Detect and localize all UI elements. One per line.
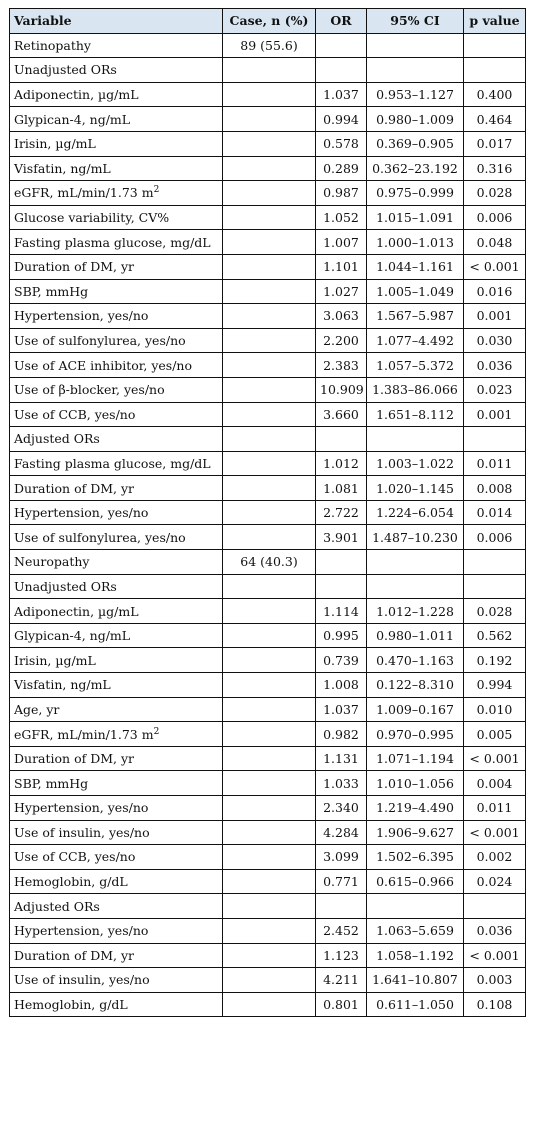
- cell-variable: Hypertension, yes/no: [10, 918, 223, 943]
- cell-ci: 0.975–0.999: [367, 181, 464, 206]
- cell-case: 64 (40.3): [223, 550, 316, 575]
- header-ci: 95% CI: [367, 9, 464, 34]
- cell-or: 1.037: [316, 697, 367, 722]
- cell-or: 1.114: [316, 599, 367, 624]
- cell-case: [223, 402, 316, 427]
- table-row: [10, 82, 526, 107]
- cell-ci: 1.502–6.395: [367, 845, 464, 870]
- table-row: [10, 697, 526, 722]
- table-row: [10, 304, 526, 329]
- table-row: [10, 328, 526, 353]
- table-row: [10, 205, 526, 230]
- cell-or: [316, 58, 367, 83]
- cell-ci: 1.077–4.492: [367, 328, 464, 353]
- cell-or: 0.578: [316, 131, 367, 156]
- cell-p-value: [464, 427, 526, 452]
- cell-variable: Age, yr: [10, 697, 223, 722]
- table-row: [10, 943, 526, 968]
- cell-variable: eGFR, mL/min/1.73 $m^2$: [10, 722, 223, 747]
- cell-case: [223, 943, 316, 968]
- cell-ci: 1.020–1.145: [367, 476, 464, 501]
- cell-or: 1.123: [316, 943, 367, 968]
- cell-case: [223, 992, 316, 1017]
- table-row: [10, 254, 526, 279]
- cell-or: 3.660: [316, 402, 367, 427]
- cell-case: [223, 918, 316, 943]
- cell-p-value: 0.003: [464, 968, 526, 993]
- cell-or: 0.987: [316, 181, 367, 206]
- cell-ci: 1.010–1.056: [367, 771, 464, 796]
- cell-p-value: 0.001: [464, 402, 526, 427]
- cell-p-value: 0.036: [464, 918, 526, 943]
- cell-p-value: < 0.001: [464, 746, 526, 771]
- cell-ci: 1.057–5.372: [367, 353, 464, 378]
- cell-variable: eGFR, mL/min/1.73 $m^2$: [10, 181, 223, 206]
- cell-variable: Duration of DM, yr: [10, 943, 223, 968]
- cell-case: [223, 722, 316, 747]
- cell-case: [223, 525, 316, 550]
- cell-ci: 1.219–4.490: [367, 796, 464, 821]
- cell-or: 1.052: [316, 205, 367, 230]
- cell-case: [223, 894, 316, 919]
- cell-ci: 1.567–5.987: [367, 304, 464, 329]
- cell-variable: Irisin, µg/mL: [10, 131, 223, 156]
- cell-or: 1.101: [316, 254, 367, 279]
- cell-case: [223, 328, 316, 353]
- table-row: [10, 402, 526, 427]
- table-row: [10, 58, 526, 83]
- cell-variable: Adiponectin, µg/mL: [10, 82, 223, 107]
- cell-p-value: 0.994: [464, 673, 526, 698]
- cell-variable: Hypertension, yes/no: [10, 796, 223, 821]
- cell-ci: 1.063–5.659: [367, 918, 464, 943]
- cell-or: 1.007: [316, 230, 367, 255]
- cell-p-value: 0.464: [464, 107, 526, 132]
- cell-ci: 1.071–1.194: [367, 746, 464, 771]
- table-row: [10, 599, 526, 624]
- table-row: [10, 131, 526, 156]
- cell-case: [223, 746, 316, 771]
- cell-case: [223, 500, 316, 525]
- table-row: [10, 845, 526, 870]
- cell-or: 0.289: [316, 156, 367, 181]
- cell-p-value: 0.028: [464, 181, 526, 206]
- cell-variable: Neuropathy: [10, 550, 223, 575]
- superscript-2: 2: [153, 726, 160, 737]
- table-row: [10, 746, 526, 771]
- cell-p-value: 0.014: [464, 500, 526, 525]
- cell-variable: Visfatin, ng/mL: [10, 673, 223, 698]
- table-row: [10, 353, 526, 378]
- cell-variable: SBP, mmHg: [10, 279, 223, 304]
- cell-variable: Duration of DM, yr: [10, 746, 223, 771]
- cell-or: 2.340: [316, 796, 367, 821]
- cell-case: [223, 107, 316, 132]
- cell-or: 1.081: [316, 476, 367, 501]
- cell-or: 0.739: [316, 648, 367, 673]
- cell-ci: 0.611–1.050: [367, 992, 464, 1017]
- cell-case: [223, 156, 316, 181]
- cell-or: [316, 550, 367, 575]
- cell-ci: 1.058–1.192: [367, 943, 464, 968]
- cell-p-value: 0.016: [464, 279, 526, 304]
- table-row: [10, 992, 526, 1017]
- cell-ci: 1.015–1.091: [367, 205, 464, 230]
- cell-variable: Unadjusted ORs: [10, 574, 223, 599]
- table-row: [10, 673, 526, 698]
- cell-p-value: 0.036: [464, 353, 526, 378]
- table-row: [10, 230, 526, 255]
- cell-ci: 1.487–10.230: [367, 525, 464, 550]
- cell-ci: [367, 894, 464, 919]
- cell-p-value: 0.562: [464, 623, 526, 648]
- cell-case: [223, 279, 316, 304]
- cell-or: [316, 574, 367, 599]
- cell-or: 0.994: [316, 107, 367, 132]
- cell-variable: Irisin, µg/mL: [10, 648, 223, 673]
- cell-ci: 1.012–1.228: [367, 599, 464, 624]
- cell-or: 10.909: [316, 377, 367, 402]
- table-row: [10, 869, 526, 894]
- header-variable: Variable: [10, 9, 223, 34]
- cell-variable: Use of ACE inhibitor, yes/no: [10, 353, 223, 378]
- cell-p-value: 0.011: [464, 796, 526, 821]
- cell-ci: 0.980–1.011: [367, 623, 464, 648]
- cell-p-value: 0.400: [464, 82, 526, 107]
- cell-variable: Glypican-4, ng/mL: [10, 107, 223, 132]
- cell-variable: Glucose variability, CV%: [10, 205, 223, 230]
- cell-or: 3.099: [316, 845, 367, 870]
- cell-p-value: 0.030: [464, 328, 526, 353]
- cell-variable: SBP, mmHg: [10, 771, 223, 796]
- cell-p-value: [464, 33, 526, 58]
- cell-p-value: 0.004: [464, 771, 526, 796]
- cell-case: [223, 796, 316, 821]
- cell-p-value: < 0.001: [464, 254, 526, 279]
- cell-ci: 1.641–10.807: [367, 968, 464, 993]
- cell-p-value: 0.023: [464, 377, 526, 402]
- cell-ci: 0.615–0.966: [367, 869, 464, 894]
- cell-case: [223, 254, 316, 279]
- cell-case: [223, 205, 316, 230]
- cell-variable: Duration of DM, yr: [10, 254, 223, 279]
- cell-case: [223, 771, 316, 796]
- cell-case: [223, 648, 316, 673]
- table-row: [10, 796, 526, 821]
- cell-ci: 1.044–1.161: [367, 254, 464, 279]
- cell-or: 0.982: [316, 722, 367, 747]
- cell-ci: 1.224–6.054: [367, 500, 464, 525]
- table-row: [10, 33, 526, 58]
- cell-ci: 1.651–8.112: [367, 402, 464, 427]
- cell-case: [223, 845, 316, 870]
- cell-ci: 1.906–9.627: [367, 820, 464, 845]
- cell-or: [316, 33, 367, 58]
- cell-case: [223, 377, 316, 402]
- cell-ci: 1.003–1.022: [367, 451, 464, 476]
- cell-variable: Use of sulfonylurea, yes/no: [10, 525, 223, 550]
- cell-ci: 1.000–1.013: [367, 230, 464, 255]
- table-row: [10, 451, 526, 476]
- cell-p-value: [464, 58, 526, 83]
- cell-p-value: 0.011: [464, 451, 526, 476]
- table-row: [10, 525, 526, 550]
- header-p-value: p value: [464, 9, 526, 34]
- cell-case: [223, 574, 316, 599]
- cell-p-value: 0.006: [464, 205, 526, 230]
- cell-p-value: < 0.001: [464, 943, 526, 968]
- cell-ci: [367, 427, 464, 452]
- cell-ci: 0.980–1.009: [367, 107, 464, 132]
- table-row: [10, 894, 526, 919]
- cell-or: 0.771: [316, 869, 367, 894]
- table-row: [10, 648, 526, 673]
- cell-p-value: < 0.001: [464, 820, 526, 845]
- table-row: [10, 574, 526, 599]
- cell-case: [223, 623, 316, 648]
- cell-variable: Adjusted ORs: [10, 894, 223, 919]
- cell-case: [223, 304, 316, 329]
- cell-variable: Use of insulin, yes/no: [10, 820, 223, 845]
- cell-p-value: 0.010: [464, 697, 526, 722]
- cell-variable: Hypertension, yes/no: [10, 500, 223, 525]
- cell-case: [223, 673, 316, 698]
- cell-variable: Duration of DM, yr: [10, 476, 223, 501]
- cell-or: 3.901: [316, 525, 367, 550]
- table-row: [10, 427, 526, 452]
- cell-case: [223, 968, 316, 993]
- cell-p-value: 0.108: [464, 992, 526, 1017]
- cell-variable: Hemoglobin, g/dL: [10, 869, 223, 894]
- cell-variable: Retinopathy: [10, 33, 223, 58]
- cell-variable: Fasting plasma glucose, mg/dL: [10, 451, 223, 476]
- cell-p-value: 0.001: [464, 304, 526, 329]
- cell-variable: Hemoglobin, g/dL: [10, 992, 223, 1017]
- cell-case: [223, 230, 316, 255]
- cell-ci: 1.009–0.167: [367, 697, 464, 722]
- cell-or: 2.200: [316, 328, 367, 353]
- cell-p-value: [464, 894, 526, 919]
- cell-or: 4.211: [316, 968, 367, 993]
- cell-case: [223, 82, 316, 107]
- cell-case: [223, 353, 316, 378]
- cell-p-value: 0.006: [464, 525, 526, 550]
- table-row: [10, 279, 526, 304]
- table-row: [10, 820, 526, 845]
- cell-variable: Use of CCB, yes/no: [10, 845, 223, 870]
- cell-or: 2.383: [316, 353, 367, 378]
- cell-case: [223, 820, 316, 845]
- cell-ci: 0.369–0.905: [367, 131, 464, 156]
- cell-variable: Fasting plasma glucose, mg/dL: [10, 230, 223, 255]
- table-row: [10, 476, 526, 501]
- odds-ratio-table: [9, 8, 526, 1017]
- cell-ci: 1.005–1.049: [367, 279, 464, 304]
- cell-variable: Unadjusted ORs: [10, 58, 223, 83]
- cell-variable: Use of insulin, yes/no: [10, 968, 223, 993]
- cell-case: [223, 451, 316, 476]
- cell-ci: [367, 550, 464, 575]
- cell-p-value: 0.316: [464, 156, 526, 181]
- cell-ci: 0.953–1.127: [367, 82, 464, 107]
- table-row: [10, 181, 526, 206]
- cell-or: [316, 427, 367, 452]
- header-case: Case, n (%): [223, 9, 316, 34]
- cell-or: [316, 894, 367, 919]
- cell-p-value: 0.017: [464, 131, 526, 156]
- table-row: [10, 500, 526, 525]
- table-row: [10, 377, 526, 402]
- cell-ci: 0.470–1.163: [367, 648, 464, 673]
- cell-variable: Adiponectin, µg/mL: [10, 599, 223, 624]
- cell-ci: 1.383–86.066: [367, 377, 464, 402]
- superscript-2: 2: [153, 185, 160, 196]
- cell-ci: [367, 58, 464, 83]
- table-body: [10, 33, 526, 1017]
- table-row: [10, 771, 526, 796]
- cell-case: [223, 869, 316, 894]
- cell-or: 4.284: [316, 820, 367, 845]
- cell-or: 1.037: [316, 82, 367, 107]
- cell-p-value: 0.192: [464, 648, 526, 673]
- cell-variable: Glypican-4, ng/mL: [10, 623, 223, 648]
- cell-ci: 0.362–23.192: [367, 156, 464, 181]
- table-row: [10, 107, 526, 132]
- cell-case: [223, 181, 316, 206]
- cell-case: [223, 427, 316, 452]
- cell-ci: 0.970–0.995: [367, 722, 464, 747]
- cell-or: 0.801: [316, 992, 367, 1017]
- cell-case: [223, 131, 316, 156]
- cell-p-value: 0.002: [464, 845, 526, 870]
- cell-variable: Use of β-blocker, yes/no: [10, 377, 223, 402]
- cell-case: [223, 476, 316, 501]
- cell-variable: Hypertension, yes/no: [10, 304, 223, 329]
- cell-p-value: [464, 550, 526, 575]
- cell-or: 1.033: [316, 771, 367, 796]
- cell-ci: 0.122–8.310: [367, 673, 464, 698]
- cell-or: 0.995: [316, 623, 367, 648]
- cell-or: 2.722: [316, 500, 367, 525]
- table-row: [10, 550, 526, 575]
- cell-or: 1.131: [316, 746, 367, 771]
- table-row: [10, 918, 526, 943]
- cell-or: 1.008: [316, 673, 367, 698]
- cell-or: 1.027: [316, 279, 367, 304]
- table-row: [10, 156, 526, 181]
- cell-p-value: 0.048: [464, 230, 526, 255]
- cell-variable: Use of CCB, yes/no: [10, 402, 223, 427]
- header-row: [10, 9, 526, 34]
- cell-p-value: 0.024: [464, 869, 526, 894]
- cell-p-value: 0.028: [464, 599, 526, 624]
- cell-or: 3.063: [316, 304, 367, 329]
- table-row: [10, 968, 526, 993]
- cell-case: [223, 58, 316, 83]
- cell-or: 1.012: [316, 451, 367, 476]
- cell-variable: Use of sulfonylurea, yes/no: [10, 328, 223, 353]
- cell-case: 89 (55.6): [223, 33, 316, 58]
- cell-or: 2.452: [316, 918, 367, 943]
- cell-case: [223, 599, 316, 624]
- cell-ci: [367, 574, 464, 599]
- cell-variable: Visfatin, ng/mL: [10, 156, 223, 181]
- table-row: [10, 722, 526, 747]
- header-or: OR: [316, 9, 367, 34]
- cell-p-value: 0.005: [464, 722, 526, 747]
- cell-p-value: [464, 574, 526, 599]
- cell-p-value: 0.008: [464, 476, 526, 501]
- cell-ci: [367, 33, 464, 58]
- table-row: [10, 623, 526, 648]
- cell-case: [223, 697, 316, 722]
- cell-variable: Adjusted ORs: [10, 427, 223, 452]
